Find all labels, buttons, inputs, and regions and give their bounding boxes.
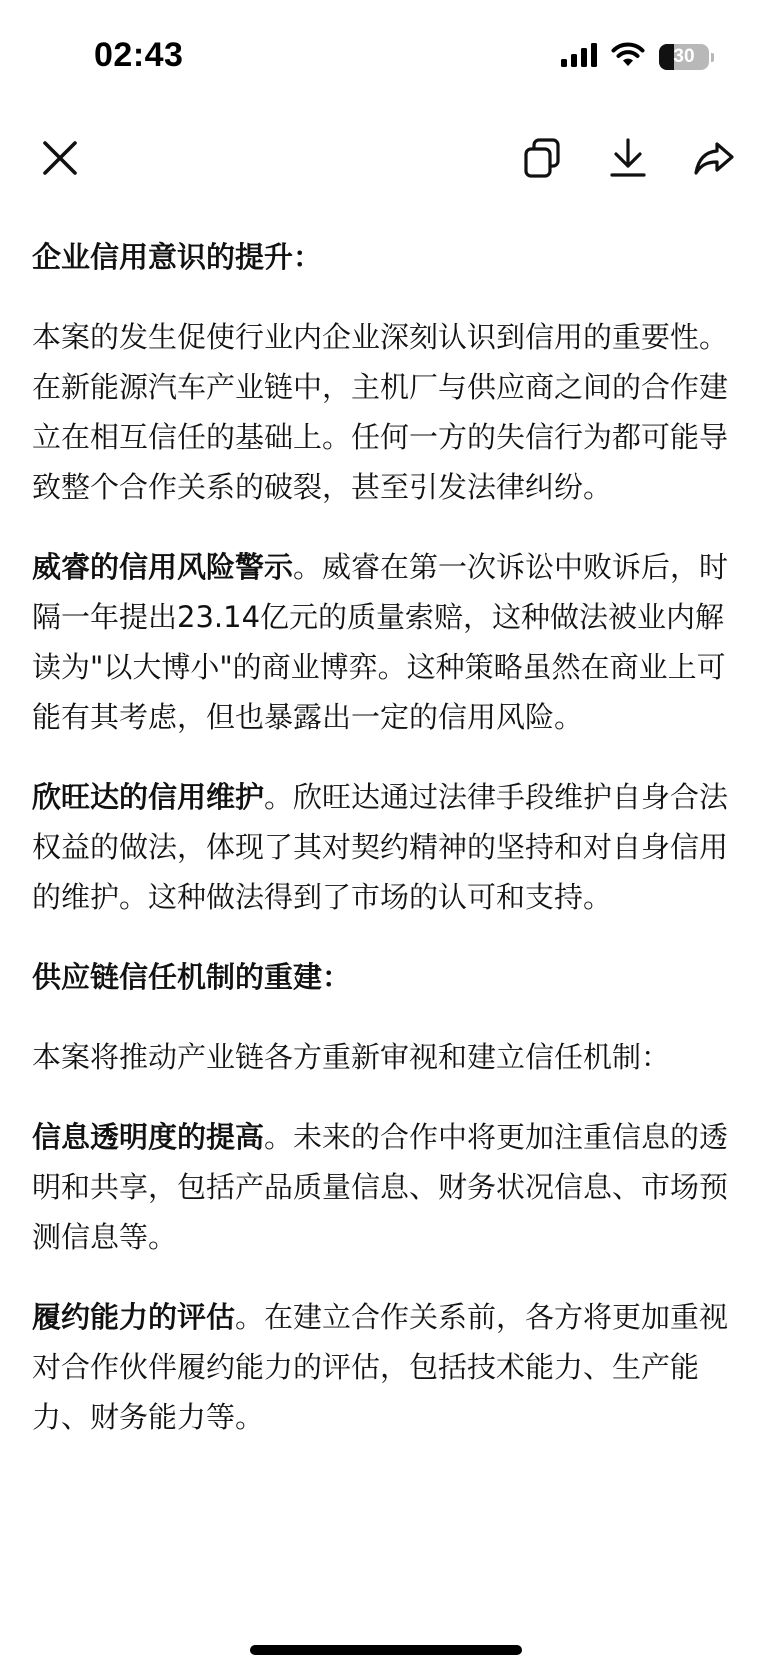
close-icon (42, 140, 78, 180)
transparency-title: 信息透明度的提高 (32, 1120, 265, 1154)
cellular-signal-icon (561, 43, 597, 71)
paragraph-weirui-risk (32, 542, 738, 742)
battery-icon (659, 44, 709, 70)
home-indicator[interactable] (250, 1645, 522, 1655)
paragraph-xinwangda-credit (32, 772, 738, 922)
paragraph-trust-mechanism: 本案将推动产业链各方重新审视和建立信任机制： (32, 1040, 671, 1074)
download-button[interactable] (600, 132, 656, 188)
paragraph-credit-importance: 本案的发生促使行业内企业深刻认识到信用的重要性。在新能源汽车产业链中，主机厂与供应商之间的合作建立在相互信任的基础上。任何一方的失信行为都可能导致整个合作关系的破裂，甚至引发法律纠纷。 (32, 320, 729, 504)
article-content (32, 232, 738, 1472)
toolbar (0, 120, 769, 200)
transparency-text: 。未来的合作中将更加注重信息的透明和共享，包括产品质量信息、财务状况信息、市场预测信息等。 (32, 1120, 729, 1254)
status-icons (561, 42, 709, 72)
weirui-risk-title: 威睿的信用风险警示 (32, 550, 294, 584)
battery-fill (659, 44, 674, 70)
section-heading-trust-rebuild: 供应链信任机制的重建： (32, 960, 352, 994)
paragraph-transparency (32, 1112, 738, 1262)
performance-evaluation-text: 。在建立合作关系前，各方将更加重视对合作伙伴履约能力的评估，包括技术能力、生产能力、财务能力等。 (32, 1300, 729, 1434)
xinwangda-credit-text: 。欣旺达通过法律手段维护自身合法权益的做法，体现了其对契约精神的坚持和对自身信用的维护。这种做法得到了市场的认可和支持。 (32, 780, 729, 914)
battery-cap (711, 53, 714, 62)
section-heading-credit-awareness: 企业信用意识的提升： (32, 240, 323, 274)
weirui-risk-text: 。威睿在第一次诉讼中败诉后，时隔一年提出23.14亿元的质量索赔，这种做法被业内解读为"以大博小"的商业博弈。这种策略虽然在商业上可能有其考虑，但也暴露出一定的信用风险。 (32, 550, 729, 734)
status-bar (0, 0, 769, 110)
xinwangda-credit-title: 欣旺达的信用维护 (32, 780, 265, 814)
download-icon (609, 138, 647, 182)
battery-level-text: 30 (673, 46, 695, 67)
close-button[interactable] (32, 132, 88, 188)
share-icon (693, 140, 735, 180)
status-time: 02:43 (94, 36, 184, 74)
copy-button[interactable] (514, 132, 570, 188)
share-button[interactable] (686, 132, 742, 188)
wifi-icon (611, 42, 645, 72)
performance-evaluation-title: 履约能力的评估 (32, 1300, 236, 1334)
paragraph-performance-evaluation (32, 1292, 738, 1442)
copy-icon (523, 138, 561, 182)
